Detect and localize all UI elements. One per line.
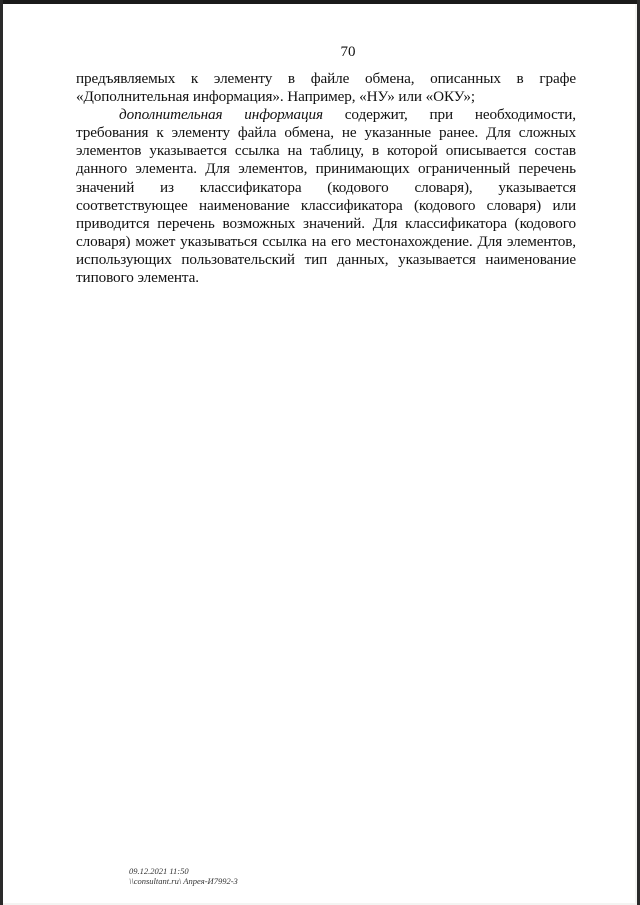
footer-stamp: [129, 866, 238, 886]
paragraph-2: [76, 106, 576, 287]
body-text: [76, 70, 576, 287]
paragraph-2-text: содержит, при необходимости, требования к элементу файла обмена, не указанные ранее. Для сложных элементов указывается ссылка на таблицу, в которой описывается состав данного элемента. Для элементов, принимающих ограниченный перечень значений из классификатора (кодового словаря), указывается соответствующее наименование классификатора (кодового словаря) или приводится перечень возможных значений. Для классификатора (кодового словаря) может указываться ссылка на его местонахождение. Для элементов, использующих пользовательский тип данных, указывается наименование типового элемента.: [76, 106, 576, 287]
document-sheet: [3, 4, 635, 903]
footer-date: 09.12.2021 11:50: [129, 866, 189, 876]
paragraph-2-term: дополнительная информация: [119, 106, 323, 124]
footer-source: \\consultant.ru\ Апрея-И7992-3: [129, 876, 238, 886]
page-number: 70: [340, 44, 356, 60]
paragraph-1: предъявляемых к элементу в файле обмена, описанных в графе «Дополнительная информация». Например, «НУ» или «ОКУ»;: [76, 70, 576, 106]
